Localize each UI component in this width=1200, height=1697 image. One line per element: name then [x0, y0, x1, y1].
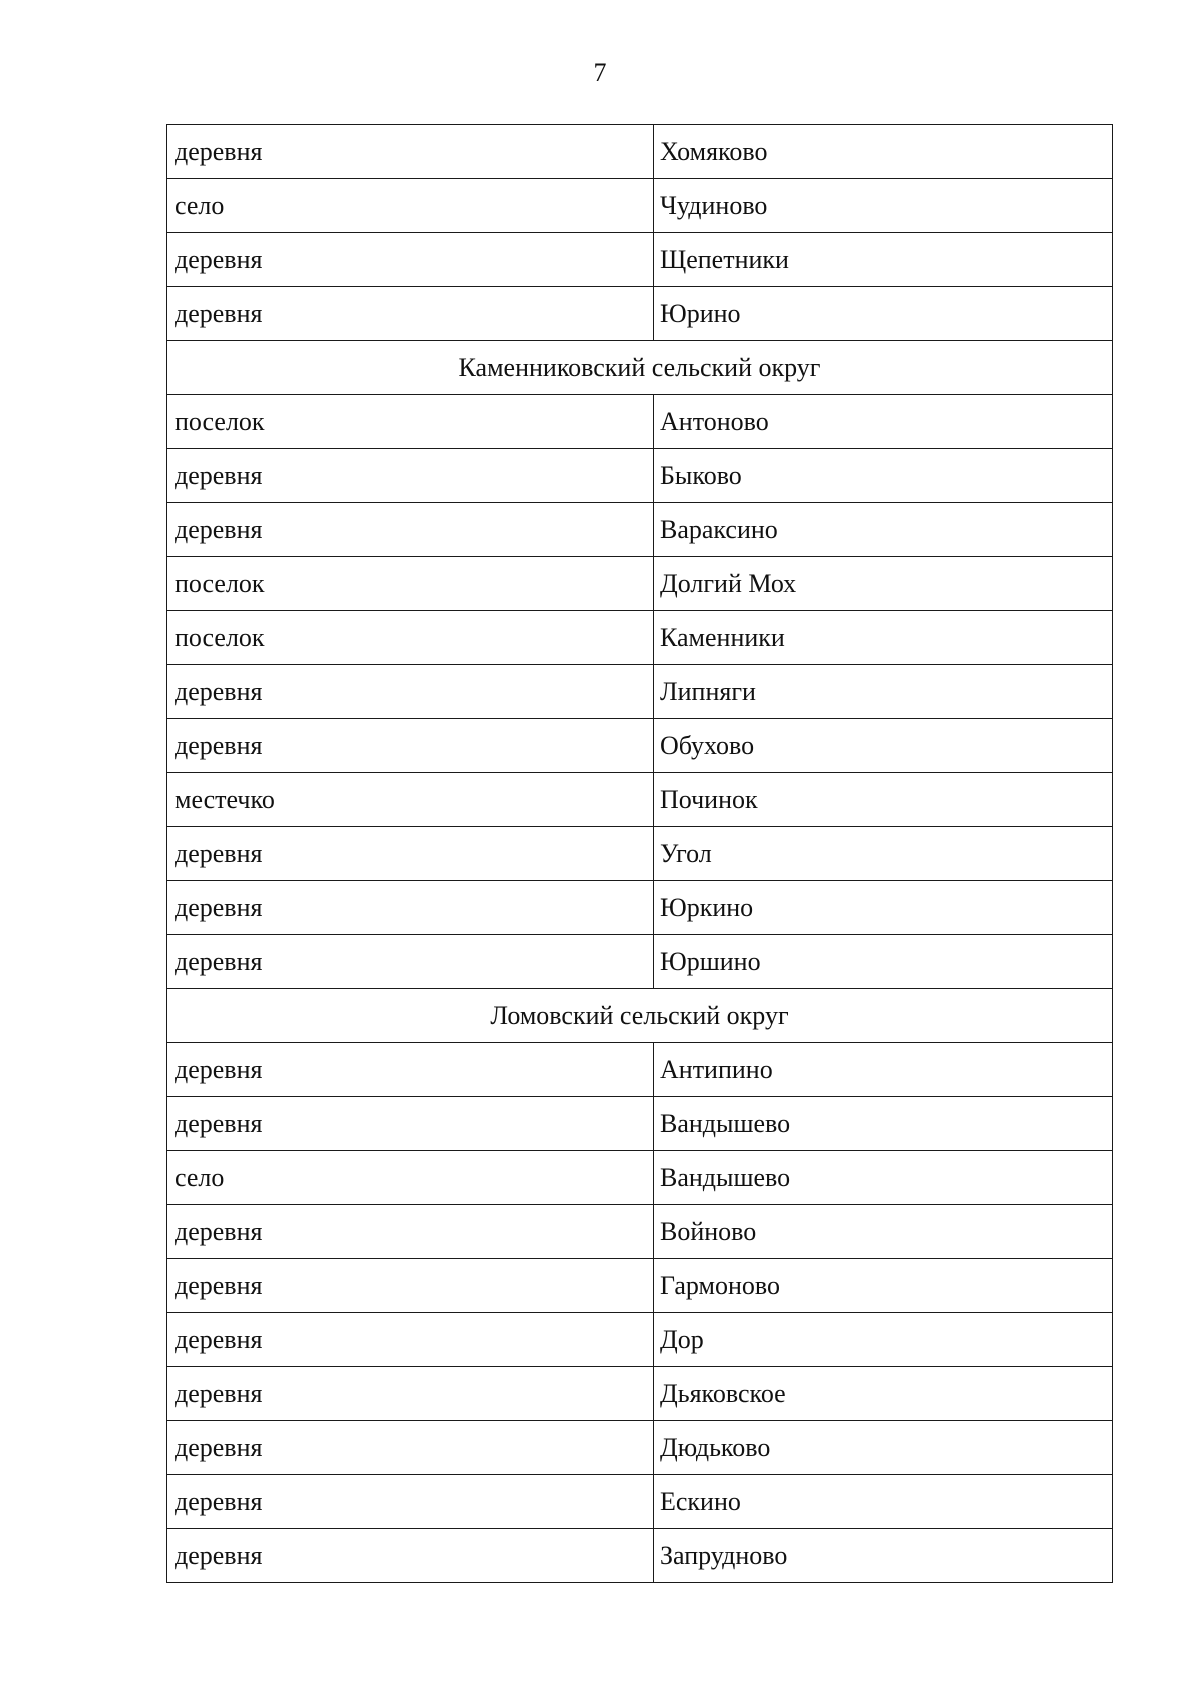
settlement-type-cell: село — [167, 179, 654, 233]
table-row — [167, 827, 1113, 881]
settlement-type-cell: поселок — [167, 611, 654, 665]
settlement-type-cell: деревня — [167, 1313, 654, 1367]
table-row — [167, 449, 1113, 503]
settlement-type-cell: местечко — [167, 773, 654, 827]
table-row — [167, 1529, 1113, 1583]
settlement-name-cell: Антоново — [654, 395, 1113, 449]
settlement-type-cell: деревня — [167, 719, 654, 773]
settlement-type-cell: поселок — [167, 557, 654, 611]
settlement-type-cell: деревня — [167, 827, 654, 881]
settlement-type-cell: деревня — [167, 287, 654, 341]
settlement-type-cell: деревня — [167, 1205, 654, 1259]
settlement-type-cell: поселок — [167, 395, 654, 449]
table-row — [167, 1475, 1113, 1529]
table-row — [167, 773, 1113, 827]
settlement-name-cell: Антипино — [654, 1043, 1113, 1097]
settlement-type-cell: село — [167, 1151, 654, 1205]
table-row — [167, 1097, 1113, 1151]
settlement-name-cell: Обухово — [654, 719, 1113, 773]
settlement-name-cell: Липняги — [654, 665, 1113, 719]
table-row — [167, 395, 1113, 449]
settlement-name-cell: Дюдьково — [654, 1421, 1113, 1475]
settlement-type-cell: деревня — [167, 233, 654, 287]
table-row — [167, 503, 1113, 557]
settlement-name-cell: Дьяковское — [654, 1367, 1113, 1421]
table-row — [167, 665, 1113, 719]
district-title: Каменниковский сельский округ — [167, 341, 1113, 395]
settlement-type-cell: деревня — [167, 1043, 654, 1097]
table-row — [167, 233, 1113, 287]
settlement-name-cell: Быково — [654, 449, 1113, 503]
table-row — [167, 557, 1113, 611]
settlement-name-cell: Долгий Мох — [654, 557, 1113, 611]
settlement-type-cell: деревня — [167, 665, 654, 719]
settlement-type-cell: деревня — [167, 1367, 654, 1421]
settlement-name-cell: Каменники — [654, 611, 1113, 665]
settlement-name-cell: Починок — [654, 773, 1113, 827]
table-row — [167, 719, 1113, 773]
settlement-name-cell: Вандышево — [654, 1097, 1113, 1151]
settlements-table — [166, 124, 1113, 1583]
settlement-type-cell: деревня — [167, 125, 654, 179]
settlement-name-cell: Дор — [654, 1313, 1113, 1367]
table-row — [167, 179, 1113, 233]
settlement-name-cell: Чудиново — [654, 179, 1113, 233]
settlement-name-cell: Юршино — [654, 935, 1113, 989]
table-row — [167, 1259, 1113, 1313]
table-row — [167, 1421, 1113, 1475]
settlement-name-cell: Юрино — [654, 287, 1113, 341]
table-row — [167, 935, 1113, 989]
table-row — [167, 1151, 1113, 1205]
table-row — [167, 881, 1113, 935]
settlement-type-cell: деревня — [167, 881, 654, 935]
table-row — [167, 1205, 1113, 1259]
settlement-type-cell: деревня — [167, 449, 654, 503]
table-row — [167, 1367, 1113, 1421]
table-row — [167, 287, 1113, 341]
district-title: Ломовский сельский округ — [167, 989, 1113, 1043]
settlement-type-cell: деревня — [167, 1475, 654, 1529]
settlement-type-cell: деревня — [167, 1097, 654, 1151]
page-number: 7 — [593, 58, 607, 87]
settlement-name-cell: Щепетники — [654, 233, 1113, 287]
district-header-row — [167, 989, 1113, 1043]
settlement-name-cell: Запрудново — [654, 1529, 1113, 1583]
table-row — [167, 611, 1113, 665]
settlement-name-cell: Хомяково — [654, 125, 1113, 179]
settlement-name-cell: Вараксино — [654, 503, 1113, 557]
table-body — [167, 125, 1113, 1583]
table-row — [167, 1313, 1113, 1367]
settlement-name-cell: Угол — [654, 827, 1113, 881]
settlement-name-cell: Ескино — [654, 1475, 1113, 1529]
settlement-type-cell: деревня — [167, 1421, 654, 1475]
table-row — [167, 1043, 1113, 1097]
settlement-name-cell: Войново — [654, 1205, 1113, 1259]
settlement-type-cell: деревня — [167, 1259, 654, 1313]
district-header-row — [167, 341, 1113, 395]
settlement-name-cell: Гармоново — [654, 1259, 1113, 1313]
settlement-type-cell: деревня — [167, 503, 654, 557]
settlement-type-cell: деревня — [167, 1529, 654, 1583]
settlement-name-cell: Вандышево — [654, 1151, 1113, 1205]
settlement-name-cell: Юркино — [654, 881, 1113, 935]
settlement-type-cell: деревня — [167, 935, 654, 989]
table-row — [167, 125, 1113, 179]
